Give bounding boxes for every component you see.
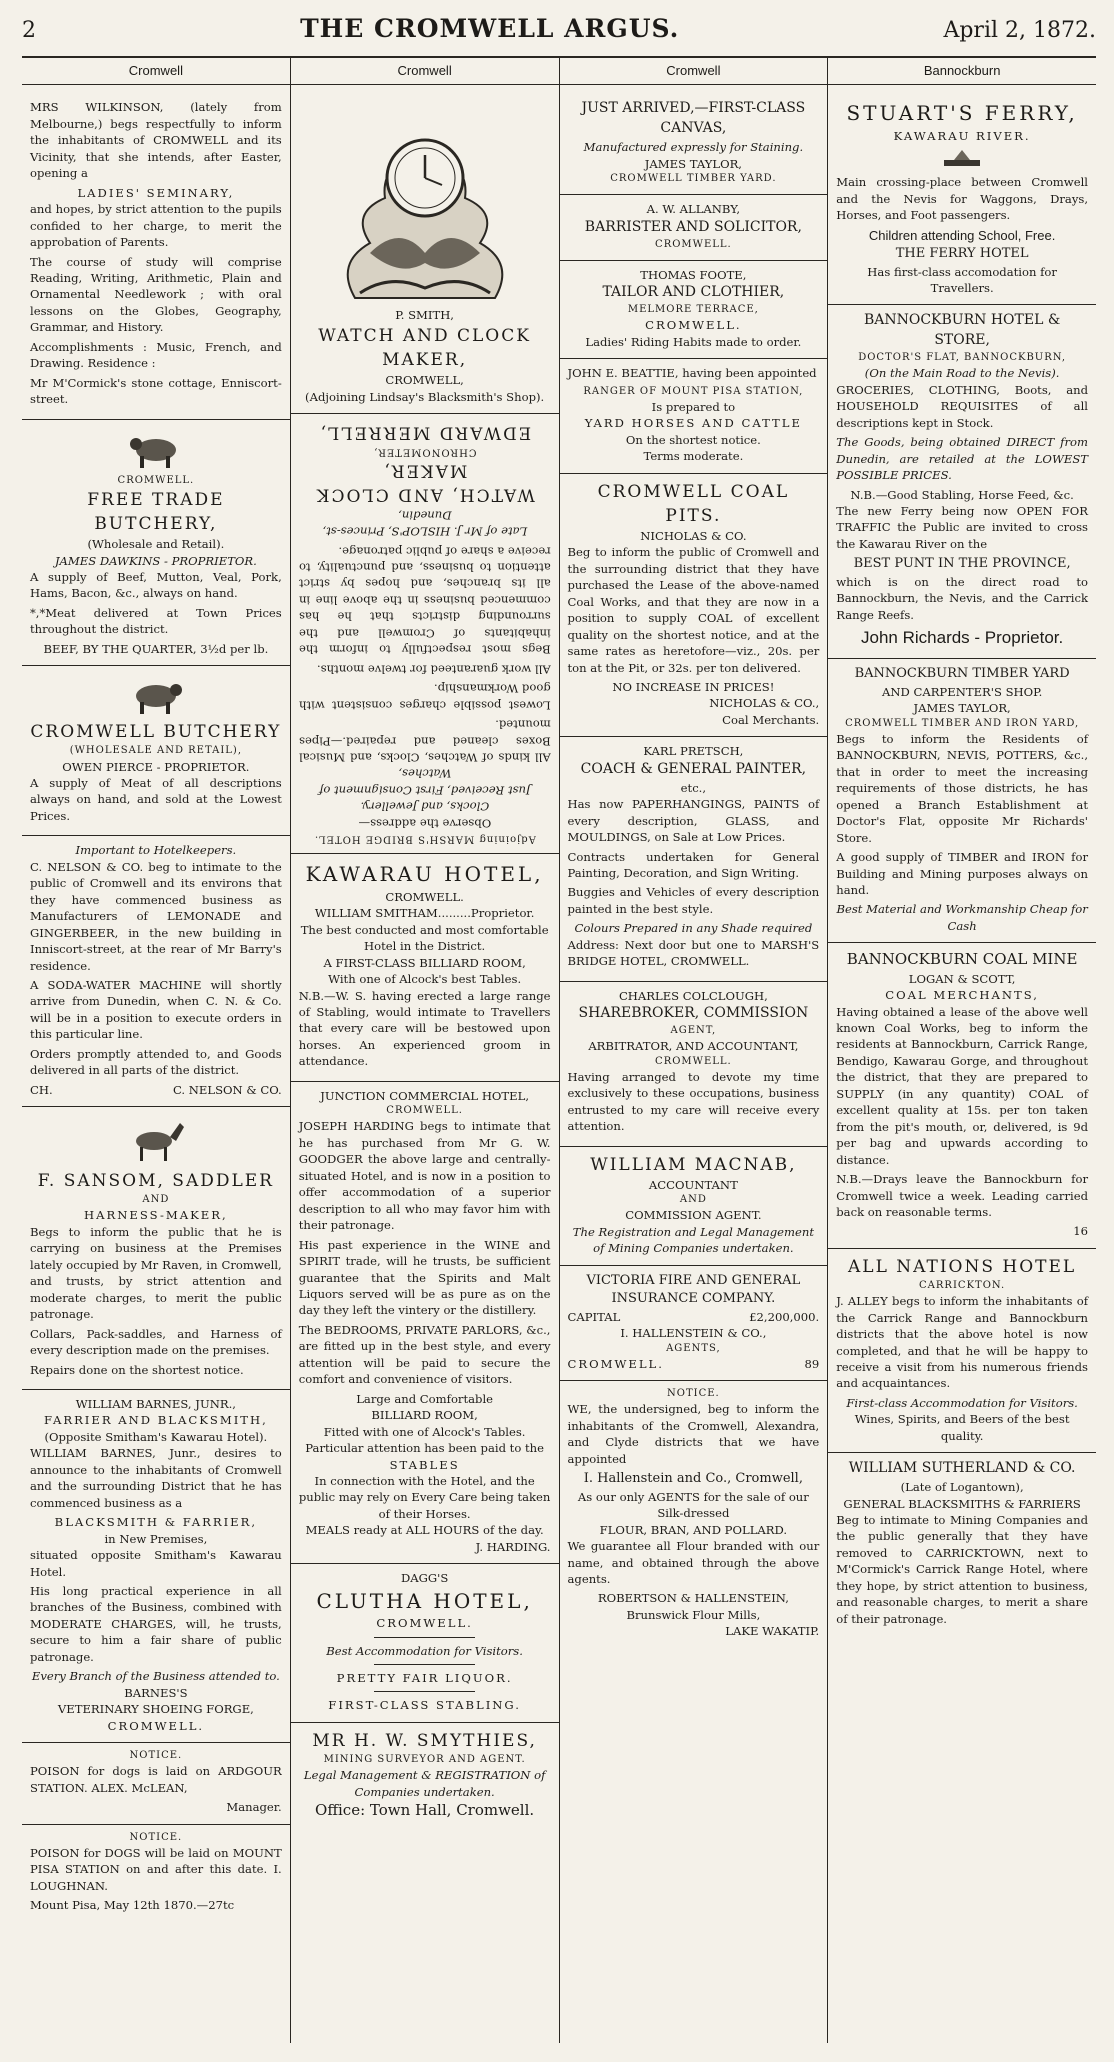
issue-date: April 2, 1872. bbox=[943, 18, 1096, 43]
ad-title: CLUTHA HOTEL, bbox=[316, 1588, 533, 1613]
ad-text: ACCOUNTANT bbox=[648, 1177, 738, 1192]
ad-name: THOMAS FOOTE, bbox=[640, 267, 747, 282]
ad-text: The best conducted and most comfortable Hotel in the District. bbox=[300, 922, 549, 954]
ad-title-2: GENERAL BLACKSMITHS & FARRIERS bbox=[843, 1496, 1081, 1511]
ad-text: Contracts undertaken for General Painting, Decoration, and Sign Writing. bbox=[567, 849, 820, 880]
ad-text: Fitted with one of Alcock's Tables. bbox=[323, 1424, 526, 1439]
ad-bannockburn-hotel bbox=[828, 305, 1096, 659]
ad-smythies-surveyor bbox=[291, 1723, 559, 1830]
ad-text: Mount Pisa, May 12th 1870.—27tc bbox=[30, 1898, 235, 1913]
column-2 bbox=[291, 58, 560, 2043]
ad-kawarau-hotel bbox=[291, 854, 559, 1081]
ad-all-nations-hotel bbox=[828, 1249, 1096, 1453]
ad-text: WILLIAM BARNES, Junr., desires to announce to the inhabitants of Cromwell and the surrounding District that he has commenced business as a bbox=[30, 1446, 282, 1510]
ad-wilkinson-seminary bbox=[22, 93, 290, 419]
ad-capital bbox=[568, 1309, 820, 1325]
ad-place: CARRICKTON. bbox=[919, 1279, 1006, 1291]
ad-title: SHAREBROKER, COMMISSION bbox=[578, 1005, 809, 1022]
ad-text: The Registration and Legal Management of Mining Companies undertaken. bbox=[572, 1224, 814, 1256]
ad-text: Observe the address— bbox=[358, 816, 491, 831]
ad-text: N.B.—W. S. having erected a large range of Stabling, would intimate to Travellers that every care will be bestowed upon horses. An experienced groom in attendance. bbox=[298, 988, 551, 1069]
ad-place: CROMWELL. bbox=[117, 474, 195, 486]
ad-text: AGENTS, bbox=[666, 1342, 721, 1354]
ad-name: KARL PRETSCH, bbox=[643, 744, 744, 759]
ad-signature: ROBERTSON & HALLENSTEIN, bbox=[597, 1591, 789, 1606]
ad-text: Best Material and Workmanship Cheap for Cash bbox=[836, 902, 1088, 933]
ad-text: etc., bbox=[680, 780, 707, 795]
ad-victoria-insurance bbox=[560, 1266, 828, 1381]
ad-title: WILLIAM SUTHERLAND & CO. bbox=[848, 1460, 1076, 1477]
ad-text: which is on the direct road to Bannockburn, the Nevis, and the Carrick Range Reefs. bbox=[836, 574, 1088, 622]
ad-title: EDWARD MERRELL, bbox=[318, 422, 531, 443]
ad-text: WE, the undersigned, beg to inform the inhabitants of the Cromwell, Alexandra, and Clyde districts that we have appointed bbox=[567, 1402, 820, 1466]
ad-pretsch-painter bbox=[560, 737, 828, 981]
ad-text: The BEDROOMS, PRIVATE PARLORS, &c., are fitted up in the best style, and every attention will be paid to secure the comfort and convenience of visitors. bbox=[298, 1322, 551, 1387]
ad-code: 89 bbox=[804, 1356, 820, 1371]
page-number: 2 bbox=[22, 18, 36, 43]
ad-subtitle: (WHOLESALE AND RETAIL), bbox=[69, 745, 242, 757]
ad-subtitle: MINING SURVEYOR AND AGENT. bbox=[323, 1754, 526, 1765]
inverted-ad-block bbox=[299, 420, 551, 845]
ad-text: We guarantee all Flour branded with our name, and obtained through the above agents. bbox=[567, 1539, 820, 1586]
ad-text: Terms moderate. bbox=[643, 449, 744, 464]
ad-text: His past experience in the WINE and SPIRIT trade, will he trusts, be sufficient guarantee that the Spirits and Malt Liquors served will be as pure as on the day they left the vintery or the distillery. bbox=[298, 1237, 551, 1318]
ad-text: Begs most respectfully to inform the inhabitants of Cromwell and the surrounding districts that he has commenced business in the above line in all its branches, and hopes by strict attention to business, and punctuality, to receive a share of public patronage. bbox=[298, 543, 551, 657]
ad-signature-3: LAKE WAKATIP. bbox=[725, 1624, 820, 1639]
ad-title: FREE TRADE BUTCHERY, bbox=[87, 489, 225, 534]
ad-text: RANGER OF MOUNT PISA STATION, bbox=[583, 385, 804, 397]
ad-text: Is prepared to bbox=[651, 399, 736, 414]
ad-place: CROMWELL. bbox=[645, 318, 742, 333]
ad-firm: I. Hallenstein and Co., Cromwell, bbox=[583, 1471, 803, 1487]
ad-capital-label: CAPITAL bbox=[567, 1309, 621, 1324]
ad-title: LADIES' SEMINARY, bbox=[77, 185, 235, 200]
column-heading: Bannockburn bbox=[828, 58, 1096, 85]
ox-engraving-icon bbox=[126, 430, 186, 470]
ad-text: Every Branch of the Business attended to. bbox=[31, 1669, 280, 1684]
ad-title: JUNCTION COMMERCIAL HOTEL, bbox=[320, 1088, 530, 1103]
ad-heading: NOTICE. bbox=[129, 1750, 183, 1762]
ad-text: First-class Accommodation for Visitors. bbox=[846, 1395, 1078, 1410]
ad-text: AGENT, bbox=[670, 1025, 717, 1037]
ad-title-2: AND CARPENTER'S SHOP. bbox=[881, 684, 1043, 699]
ad-title-2: HARNESS-MAKER, bbox=[84, 1208, 228, 1223]
ad-text: Orders promptly attended to, and Goods delivered in all parts of the district. bbox=[30, 1046, 282, 1078]
column-4 bbox=[828, 58, 1096, 2043]
divider bbox=[374, 1691, 475, 1692]
ad-firm: LOGAN & SCOTT, bbox=[908, 971, 1016, 986]
ad-subtitle: (Late of Logantown), bbox=[900, 1480, 1024, 1495]
ad-text: MRS WILKINSON, (lately from Melbourne,) begs respectfully to inform the inhabitants of CROMWELL and its Vicinity, that she intends, after Easter, opening a bbox=[30, 100, 282, 181]
ad-macnab bbox=[560, 1147, 828, 1266]
ad-text: Colours Prepared in any Shade required bbox=[574, 921, 813, 936]
ad-text: Buggies and Vehicles of every description painted in the best style. bbox=[567, 885, 820, 916]
ad-text: Late of Mr J. HISLOP'S, Princes-st, Dunedin, bbox=[322, 508, 527, 539]
ad-text: COMMISSION AGENT. bbox=[625, 1208, 762, 1223]
ad-title: CROMWELL COAL PITS. bbox=[597, 481, 790, 526]
ad-clutha-hotel bbox=[291, 1564, 559, 1723]
ad-title-and: AND bbox=[142, 1194, 170, 1206]
ad-cromwell-butchery bbox=[22, 666, 290, 836]
ad-forge-2: VETERINARY SHOEING FORGE, bbox=[57, 1702, 254, 1717]
ad-text: A FIRST-CLASS BILLIARD ROOM, bbox=[323, 955, 526, 970]
ad-text: NO INCREASE IN PRICES! bbox=[612, 680, 775, 695]
ad-text: and hopes, by strict attention to the pupils confided to her charge, to merit the approbation of Parents. bbox=[30, 202, 282, 250]
ad-text: Begs to inform the public that he is carrying on business at the Premises lately occupied by Mr Raven, in Cromwell, and trusts, by strict attention and moderate charges, to merit the public patronage. bbox=[30, 1224, 282, 1322]
ad-text: POISON for dogs is laid on ARDGOUR STATION. ALEX. McLEAN, bbox=[30, 1764, 282, 1795]
ad-title: BARRISTER AND SOLICITOR, bbox=[584, 218, 802, 235]
ad-text: PRETTY FAIR LIQUOR. bbox=[336, 1670, 513, 1685]
ad-text: Particular attention has been paid to the bbox=[305, 1441, 544, 1456]
ad-text: J. ALLEY begs to inform the inhabitants of the Carrick Range and Bannockburn districts that the above hotel is now completed, and that he will be happy to receive a visit from his numerous friends and acquaintances. bbox=[836, 1294, 1088, 1391]
ad-subtitle: (Opposite Smitham's Kawarau Hotel). bbox=[44, 1429, 268, 1444]
ad-text: Mr M'Cormick's stone cottage, Enniscort-street. bbox=[30, 375, 282, 407]
ad-name: JAMES TAYLOR, bbox=[644, 156, 742, 171]
ad-text: Wines, Spirits, and Beers of the best quality. bbox=[854, 1412, 1070, 1443]
ad-proprietor: John Richards - Proprietor. bbox=[861, 628, 1064, 648]
ad-signature-2: Coal Merchants. bbox=[722, 712, 820, 727]
ad-free-trade-butchery bbox=[22, 420, 290, 667]
ad-text: Address: Next door but one to MARSH'S BRIDGE HOTEL, CROMWELL. bbox=[567, 937, 820, 969]
clock-engraving-icon bbox=[330, 103, 520, 303]
ad-title: ALL NATIONS HOTEL bbox=[848, 1256, 1077, 1277]
ad-title: MR H. W. SMYTHIES, bbox=[312, 1730, 537, 1751]
ad-name: WILLIAM BARNES, JUNR., bbox=[75, 1396, 236, 1411]
ad-subtitle-2: (On the Main Road to the Nevis). bbox=[864, 366, 1060, 381]
ad-trade: BLACKSMITH & FARRIER, bbox=[54, 1515, 258, 1530]
column-1 bbox=[22, 58, 291, 2043]
ad-title: TAILOR AND CLOTHIER, bbox=[602, 284, 785, 301]
ad-code: 16 bbox=[1073, 1224, 1088, 1239]
ad-text: A supply of Meat of all descriptions always on hand, and sold at the Lowest Prices. bbox=[30, 775, 282, 823]
ad-capital-value: £2,200,000. bbox=[749, 1309, 820, 1324]
ad-text: Having arranged to devote my time exclusively to these occupations, business entrusted to my care will receive every attention. bbox=[567, 1069, 820, 1134]
masthead bbox=[22, 14, 1096, 58]
ad-place: CROMWELL. bbox=[655, 238, 732, 250]
ad-text: BEST PUNT IN THE PROVINCE, bbox=[853, 556, 1071, 572]
ad-title: FARRIER AND BLACKSMITH, bbox=[43, 1413, 268, 1428]
ad-subtitle: MELMORE TERRACE, bbox=[627, 304, 759, 316]
ad-signature: J. HARDING. bbox=[475, 1539, 551, 1554]
ad-proprietor: OWEN PIERCE - PROPRIETOR. bbox=[62, 759, 250, 774]
ad-place: CROMWELL. bbox=[376, 1616, 473, 1631]
ad-notice-hallenstein bbox=[560, 1381, 828, 1648]
ad-text: JOSEPH HARDING begs to intimate that he has purchased from Mr G. W. GOODGER the above large and centrally-situated Hotel, and is now in a position to offer accommodation of a superior description to all who may favor him with their patronage. bbox=[298, 1119, 551, 1233]
ad-text: C. NELSON & CO. beg to intimate to the public of Cromwell and its environs that they have commenced business as Manufacturers of LEMONADE and GINGERBEER, in the new building in Inniscort-street, at the rear of Mr Barry's residence. bbox=[30, 859, 282, 973]
ad-title: WATCH, AND CLOCK MAKER, bbox=[314, 460, 535, 505]
ad-title: WATCH AND CLOCK MAKER, bbox=[318, 325, 531, 371]
ad-smith-watchmaker bbox=[291, 93, 559, 414]
columns bbox=[22, 58, 1096, 2043]
ad-text: Having obtained a lease of the above well known Coal Works, beg to inform the residents at Bannockburn, Carrick Range, Bendigo, Kawarau Gorge, and throughout the district, that they are prepared to SUPPLY (in any quantity) COAL of excellent quality at 15s. per ton taken from the pit's mouth, or, delivered, is 9d per bag and upwards according to distance. bbox=[836, 1004, 1088, 1167]
ad-heading: NOTICE. bbox=[129, 1831, 183, 1843]
ad-title: BANNOCKBURN HOTEL & STORE, bbox=[863, 312, 1061, 349]
ad-text: All kinds of Watches, Clocks, and Musical Boxes cleaned and repaired.—Pipes mounted. bbox=[298, 717, 551, 765]
ad-text: JOHN E. BEATTIE, having been appointed bbox=[567, 366, 817, 381]
ad-text: FIRST-CLASS STABLING. bbox=[328, 1698, 521, 1713]
ad-text: BILLIARD ROOM, bbox=[371, 1408, 478, 1423]
ad-title: JUST ARRIVED,—FIRST-CLASS CANVAS, bbox=[581, 100, 806, 137]
ad-text: Large and Comfortable bbox=[356, 1391, 494, 1406]
ad-signature bbox=[30, 1082, 282, 1098]
ad-title-2: ARBITRATOR, AND ACCOUNTANT, bbox=[588, 1039, 799, 1054]
ad-text: Main crossing-place between Cromwell and the Nevis for Waggons, Drays, Horses, and Foot passengers. bbox=[836, 175, 1088, 223]
ad-text: Manager. bbox=[226, 1800, 282, 1815]
ad-text: *,*Meat delivered at Town Prices throughout the district. bbox=[30, 605, 282, 637]
ad-text: Repairs done on the shortest notice. bbox=[30, 1362, 244, 1377]
ad-title: CHRONOMETER, bbox=[373, 446, 477, 458]
ad-name: CHARLES COLCLOUGH, bbox=[618, 988, 768, 1003]
ad-heading: Important to Hotelkeepers. bbox=[75, 843, 237, 858]
ad-timber-yard bbox=[828, 659, 1096, 943]
ad-text: On the shortest notice. bbox=[625, 432, 761, 447]
ad-text: His long practical experience in all branches of the Business, combined with MODERATE CHARGES, will, he trusts, secure to him a fair share of public patronage. bbox=[30, 1583, 282, 1664]
ad-title: CROMWELL BUTCHERY bbox=[30, 722, 282, 743]
newspaper-title: THE CROMWELL ARGUS. bbox=[300, 14, 680, 43]
ad-title: COACH & GENERAL PAINTER, bbox=[580, 760, 807, 777]
ad-signature: NICHOLAS & CO., bbox=[709, 696, 820, 711]
ad-title: F. SANSOM, SADDLER bbox=[37, 1171, 274, 1192]
ad-title: BANNOCKBURN TIMBER YARD bbox=[854, 666, 1070, 682]
ad-text: With one of Alcock's best Tables. bbox=[328, 972, 522, 987]
ad-subtitle: (Wholesale and Retail). bbox=[87, 537, 225, 552]
ad-title: BANNOCKBURN COAL MINE bbox=[846, 950, 1078, 969]
ad-text: FLOUR, BRAN, AND POLLARD. bbox=[599, 1522, 788, 1537]
ad-text: Lowest possible charges consistent with good Workmanship. bbox=[298, 681, 551, 713]
horse-engraving-icon bbox=[124, 1117, 188, 1165]
ad-colclough bbox=[560, 982, 828, 1147]
ad-text: Ladies' Riding Habits made to order. bbox=[585, 334, 802, 349]
ad-beattie-ranger bbox=[560, 359, 828, 473]
ad-text: GROCERIES, CLOTHING, Boots, and HOUSEHOLD REQUISITES of all descriptions kept in Stock. bbox=[836, 382, 1088, 430]
ad-place: CROMWELL. bbox=[386, 1105, 463, 1117]
ad-text: A supply of Beef, Mutton, Veal, Pork, Hams, Bacon, &c., always on hand. bbox=[30, 569, 282, 601]
ad-sansom-saddler bbox=[22, 1107, 290, 1390]
ad-text: All work guaranteed for twelve months. bbox=[316, 662, 551, 677]
ad-firm: NICHOLAS & CO. bbox=[640, 528, 747, 543]
ad-text: A SODA-WATER MACHINE will shortly arrive from Dunedin, when C. N. & Co. will be in a position to execute orders in this particular line. bbox=[30, 977, 282, 1042]
ad-subtitle: (Adjoining Lindsay's Blacksmith's Shop). bbox=[305, 389, 545, 404]
ad-forge-1: BARNES'S bbox=[124, 1685, 188, 1700]
ad-text: In connection with the Hotel, and the public may rely on Every Care being taken of their Horses. bbox=[298, 1473, 551, 1521]
ad-signature-2: Brunswick Flour Mills, bbox=[626, 1607, 761, 1622]
ad-nelson-lemonade bbox=[22, 836, 290, 1107]
ad-forge-3: CROMWELL. bbox=[107, 1718, 205, 1733]
ad-heading: NOTICE. bbox=[667, 1388, 720, 1400]
ad-junction-hotel bbox=[291, 1082, 559, 1564]
ad-text: N.B.—Good Stabling, Horse Feed, &c. bbox=[850, 487, 1074, 502]
ad-text: Best Accommodation for Visitors. bbox=[326, 1643, 523, 1658]
ad-place: CROMWELL TIMBER YARD. bbox=[610, 173, 777, 185]
ad-signature-name: C. NELSON & CO. bbox=[172, 1082, 282, 1097]
ad-merrell-inverted bbox=[291, 414, 559, 854]
ad-barnes-farrier bbox=[22, 1390, 290, 1743]
ad-subtitle: CROMWELL TIMBER AND IRON YARD, bbox=[845, 717, 1080, 729]
ad-notice-ardgour bbox=[22, 1743, 290, 1825]
ad-proprietor: JAMES DAWKINS - PROPRIETOR. bbox=[54, 553, 257, 568]
ad-text: Adjoining MARSH'S BRIDGE HOTEL. bbox=[313, 833, 536, 845]
ad-text: The Goods, being obtained DIRECT from Dunedin, are retailed at the LOWEST POSSIBLE PRICES. bbox=[836, 435, 1088, 483]
ad-text: in New Premises, bbox=[104, 1531, 208, 1546]
ad-text: MEALS ready at ALL HOURS of the day. bbox=[305, 1523, 544, 1538]
divider bbox=[374, 1637, 475, 1638]
ad-text: Begs to inform the Residents of BANNOCKBURN, NEVIS, POTTERS, &c., that in order to meet the increasing requirements of those districts, he has opened a Branch Establishment at Doctor's Flat, opposite Mr Richards' Store. bbox=[836, 731, 1088, 845]
ad-office: Office: Town Hall, Cromwell. bbox=[315, 1801, 535, 1820]
ad-canvas bbox=[560, 93, 828, 195]
ad-text: THE FERRY HOTEL bbox=[895, 246, 1029, 262]
ad-text: Clocks, and Jewellery. bbox=[360, 799, 489, 814]
ad-text: situated opposite Smitham's Kawarau Hotel. bbox=[30, 1548, 282, 1579]
ad-text: Has first-class accomodation for Travellers. bbox=[867, 264, 1057, 296]
ad-coal-pits bbox=[560, 474, 828, 738]
ad-proprietor: WILLIAM SMITHAM.........Proprietor. bbox=[314, 906, 535, 921]
ad-title: VICTORIA FIRE AND GENERAL INSURANCE COMPANY. bbox=[586, 1272, 801, 1307]
ad-text: The course of study will comprise Reading, Writing, Arithmetic, Plain and Ornamental Needlework ; with oral lessons on the Globes, Geography, Grammar, and History. bbox=[30, 254, 282, 335]
ad-text: POISON for DOGS will be laid on MOUNT PISA STATION on and after this date. I. LOUGHNAN. bbox=[30, 1845, 282, 1893]
ad-stuarts-ferry bbox=[828, 93, 1096, 305]
ad-place: CROMWELL, bbox=[385, 373, 464, 388]
ad-subtitle: Manufactured expressly for Staining. bbox=[583, 140, 804, 155]
ad-title: KAWARAU HOTEL, bbox=[305, 862, 544, 887]
ad-text: Legal Management & REGISTRATION of Companies undertaken. bbox=[303, 1768, 546, 1799]
ad-text: Beg to inform the public of Cromwell and the surrounding district that they have purchased the Lease of the above-named Coal Works, and that they are now in a position to supply COAL of excellent quality on the shortest notice, and at the same rates as heretofore—viz., 20s. per ton at the Pit, or 32s. per ton delivered. bbox=[567, 545, 820, 675]
column-heading: Cromwell bbox=[291, 58, 559, 85]
ad-foote-tailor bbox=[560, 261, 828, 359]
ad-text: BEEF, BY THE QUARTER, 3½d per lb. bbox=[43, 641, 269, 656]
ad-agent: I. HALLENSTEIN & CO., bbox=[620, 1326, 767, 1341]
ad-name: A. W. ALLANBY, bbox=[646, 202, 741, 217]
ad-trade: COAL MERCHANTS, bbox=[885, 988, 1039, 1003]
ad-text: AND bbox=[679, 1194, 707, 1206]
ad-coal-mine bbox=[828, 943, 1096, 1249]
ad-text: YARD HORSES AND CATTLE bbox=[584, 416, 802, 431]
ad-name: P. SMITH, bbox=[395, 308, 454, 323]
divider bbox=[374, 1664, 475, 1665]
column-heading: Cromwell bbox=[560, 58, 828, 85]
ox-engraving-icon bbox=[126, 676, 186, 716]
ad-title: STUART'S FERRY, bbox=[846, 101, 1078, 126]
ad-allanby bbox=[560, 195, 828, 261]
ad-text: The new Ferry being now OPEN FOR TRAFFIC the Public are invited to cross the Kawarau River on the bbox=[836, 504, 1088, 551]
column-3 bbox=[560, 58, 829, 2043]
ad-code: CH. bbox=[30, 1082, 53, 1097]
ad-place: CROMWELL. bbox=[567, 1356, 664, 1371]
ad-text: N.B.—Drays leave the Bannockburn for Cromwell twice a week. Leading carried back on reasonable terms. bbox=[836, 1172, 1088, 1219]
ad-subtitle: KAWARAU RIVER. bbox=[893, 128, 1031, 143]
ad-text: Children attending School, Free. bbox=[868, 227, 1056, 243]
ad-text: Collars, Pack-saddles, and Harness of every description made on the premises. bbox=[30, 1326, 282, 1358]
ad-text: As our only AGENTS for the sale of our Silk-dressed bbox=[577, 1489, 809, 1521]
ad-place: CROMWELL. bbox=[385, 889, 464, 904]
ferry-punt-icon bbox=[940, 148, 984, 170]
ad-text: A good supply of TIMBER and IRON for Building and Mining purposes always on hand. bbox=[836, 850, 1088, 897]
ad-text: Beg to intimate to Mining Companies and the public generally that they have removed to CARRICKTOWN, next to M'Cormick's Carrick Range Hotel, where they hope, by strict attention to business, and reasonable charges, to merit a share of their patronage. bbox=[836, 1513, 1088, 1626]
ad-owner: DAGG'S bbox=[400, 1571, 449, 1586]
ad-text: Just Received, First Consignment of Watches, bbox=[318, 766, 531, 798]
ad-name: JAMES TAYLOR, bbox=[913, 701, 1011, 716]
ad-text: Has now PAPERHANGINGS, PAINTS of every description, GLASS, and MOULDINGS, on Sale at Low Prices. bbox=[567, 797, 820, 845]
ad-sutherland-blacksmiths bbox=[828, 1453, 1096, 1638]
ad-text: STABLES bbox=[389, 1457, 460, 1472]
column-heading: Cromwell bbox=[22, 58, 290, 85]
ad-notice-mount-pisa bbox=[22, 1825, 290, 1925]
ad-subtitle: DOCTOR'S FLAT, BANNOCKBURN, bbox=[858, 352, 1067, 364]
ad-place: CROMWELL. bbox=[655, 1055, 732, 1067]
ad-title: WILLIAM MACNAB, bbox=[590, 1154, 797, 1175]
ad-text: Accomplishments : Music, French, and Drawing. Residence : bbox=[30, 339, 282, 371]
ad-place-row bbox=[568, 1356, 820, 1372]
